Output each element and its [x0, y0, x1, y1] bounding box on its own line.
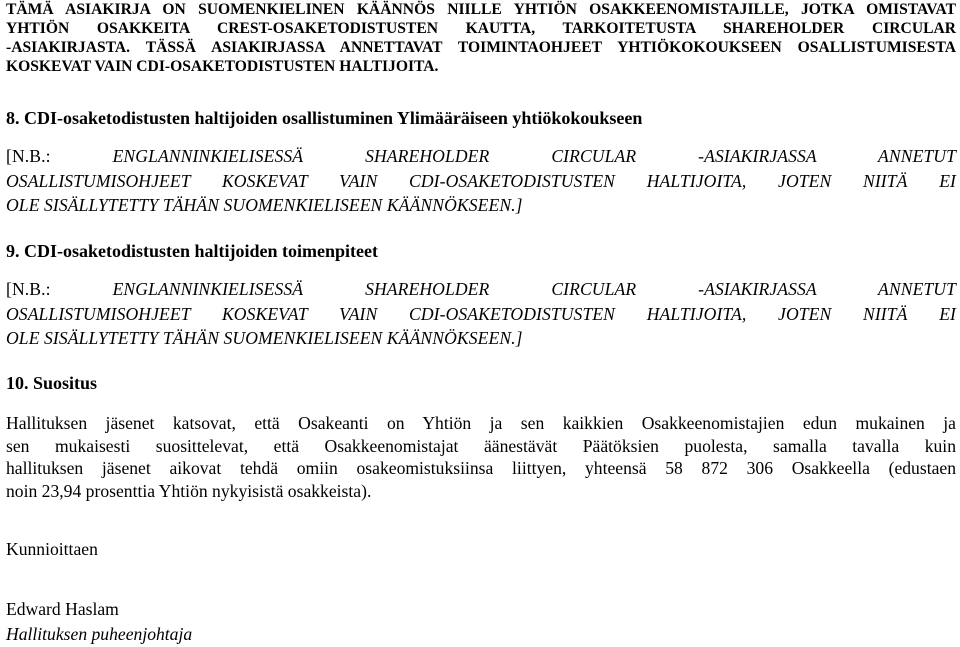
notice-line: KOSKEVAT VAIN CDI-OSAKETODISTUSTEN HALTIJOITA.: [6, 58, 439, 75]
note-line: OLE SISÄLLYTETTY TÄHÄN SUOMENKIELISEEN KÄÄNNÖKSEEN.]: [6, 195, 523, 215]
note-text: ENGLANNINKIELISESSÄ SHAREHOLDER CIRCULAR -ASIAKIRJASSA ANNETUT: [112, 146, 956, 166]
paragraph-line: noin 23,94 prosenttia Yhtiön nykyisistä osakkeista).: [6, 480, 372, 501]
notice-line: TÄMÄ ASIAKIRJA ON SUOMENKIELINEN KÄÄNNÖS NIILLE YHTIÖN OSAKKEENOMISTAJILLE, JOTKA OMISTAVAT: [6, 1, 956, 18]
note-line: OSALLISTUMISOHJEET KOSKEVAT VAIN CDI-OSAKETODISTUSTEN HALTIJOITA, JOTEN NIITÄ EI: [6, 303, 956, 324]
closing-salutation: Kunnioittaen: [6, 539, 98, 559]
section-10-heading: 10. Suositus: [6, 373, 98, 393]
note-line: [6, 144, 956, 169]
notice-line: -ASIAKIRJASTA. TÄSSÄ ASIAKIRJASSA ANNETTAVAT TOIMINTAOHJEET YHTIÖKOKOUKSEEN OSALLISTUMISESTA: [6, 39, 956, 56]
paragraph-line: hallituksen jäsenet aikovat tehdä omiin osakeomistuksiinsa liittyen, yhteensä 58 872 306 Osakkeella (edustaen: [6, 458, 956, 478]
translation-notice: [6, 0, 956, 76]
note-lead: [N.B.:: [6, 146, 51, 166]
note-line: [6, 277, 956, 302]
paragraph-line: sen mukaisesti suosittelevat, että Osakkeenomistajat äänestävät Päätöksien puolesta, samalla tavalla kuin: [6, 435, 956, 456]
signer-name: Edward Haslam: [6, 599, 119, 619]
note-text: ENGLANNINKIELISESSÄ SHAREHOLDER CIRCULAR -ASIAKIRJASSA ANNETUT: [112, 279, 956, 299]
section-9-note: [6, 277, 956, 351]
note-lead: [N.B.:: [6, 279, 51, 299]
paragraph-line: Hallituksen jäsenet katsovat, että Osakeanti on Yhtiön ja sen kaikkien Osakkeenomistajien edun mukainen ja: [6, 413, 956, 433]
note-line: OLE SISÄLLYTETTY TÄHÄN SUOMENKIELISEEN KÄÄNNÖKSEEN.]: [6, 328, 523, 348]
signer-title: Hallituksen puheenjohtaja: [6, 624, 193, 644]
section-9-heading: 9. CDI-osaketodistusten haltijoiden toimenpiteet: [6, 241, 378, 261]
note-line: OSALLISTUMISOHJEET KOSKEVAT VAIN CDI-OSAKETODISTUSTEN HALTIJOITA, JOTEN NIITÄ EI: [6, 170, 956, 191]
recommendation-paragraph: [6, 412, 956, 502]
section-8-heading: 8. CDI-osaketodistusten haltijoiden osallistuminen Ylimääräiseen yhtiökokoukseen: [6, 108, 643, 128]
notice-line: YHTIÖN OSAKKEITA CREST-OSAKETODISTUSTEN KAUTTA, TARKOITETUSTA SHAREHOLDER CIRCULAR: [6, 20, 956, 37]
section-8-note: [6, 144, 956, 218]
